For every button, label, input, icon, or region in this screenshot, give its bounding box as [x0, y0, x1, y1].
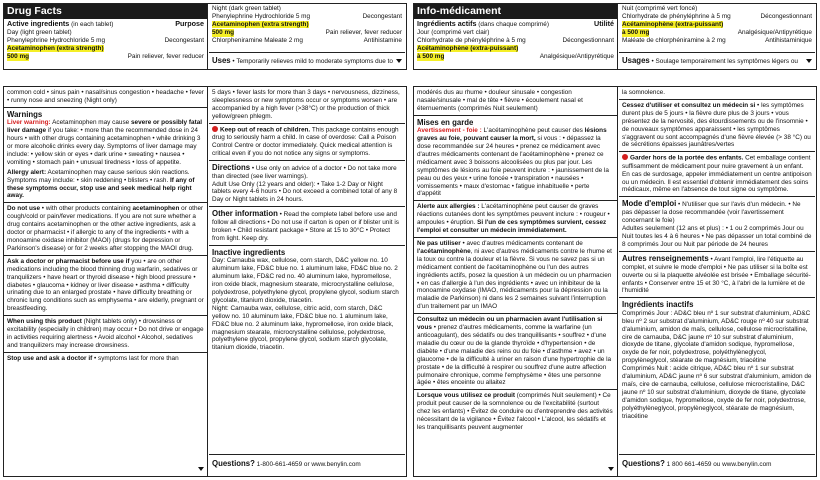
fr-night-acetaminophen: Acétaminophène (extra-puissant)	[622, 20, 724, 28]
en-stop-use-continued: 5 days • fever lasts for more than 3 days • nervousness, dizziness, sleeplessness or new symptoms occur or symptoms worsen • are accompanied by a high fever (>38°C) or the production of thick yellow/green phlegm.	[212, 89, 400, 120]
en-night-phenylephrine-purpose: Decongestant	[362, 12, 402, 20]
en-stop-use-label: Stop use and ask a doctor if	[7, 354, 93, 362]
fr-night-chlorpheniramine-purpose: Antihistaminique	[765, 36, 812, 44]
en-night-label: Night (dark green tablet)	[212, 5, 281, 12]
en-when-using-label: When using this product	[7, 318, 82, 326]
stop-sign-icon	[622, 154, 628, 160]
fr-do-not-use-label: Ne pas utiliser	[417, 240, 461, 247]
fr-bottom-right-column	[619, 87, 815, 475]
en-purpose-heading: Purpose	[175, 19, 204, 28]
en-inactive-day: Day: Carnauba wax, cellulose, corn starch, D&C yellow no. 10 aluminum lake, FD&C blue no. 1 aluminum lake, FD&C blue no. 2 aluminum lake, FD&C red no. 40 aluminum lake, hypromellose, iron oxide black, magnesium stearate, microcrystalline cellulose, polydextrose, polyethylene glycol, propylene glycol, sodium starch glycolate, titanium dioxide, triacetin.	[212, 257, 399, 304]
fr-allergy-alert-text: L'acétaminophène peut causer de graves réactions cutanées dont les symptômes peuvent inclure : • rougeur • ampoules • éruption.	[417, 203, 610, 227]
fr-ask-doctor-text: • prenez d'autres médicaments, comme la warfarine (un anticoagulant), des sédatifs ou des tranquillisants • souffrez • d'une maladie du cœur ou de la glande thyroïde • d'hypertension • de diabète • d'une maladie des reins ou du foie • d'asthme • avez • un glaucome • de la difficulté à uriner en raison d'une hypertrophie de la prostate • de la difficulté à respirer ou souffrez d'une autre affection pulmonaire chronique, comme l'emphysème • êtes une personne âgée • êtes enceinte ou allaitez	[417, 324, 612, 387]
fr-uses-text: • Soulage temporairement les symptômes légers ou	[651, 58, 798, 65]
en-inactive-night: Night: Carnauba wax, cellulose, citric acid, corn starch, D&C yellow no. 10 aluminum lake, FD&C blue no. 1 aluminum lake, FD&C blue no. 2 aluminum lake, hypromellose, iron oxide black, magnesium stearate, microcrystalline cellulose, polydextrose, polyethylene glycol, propylene glycol, sodium starch glycolate, titanium dioxide, triacetin.	[212, 304, 394, 352]
fr-when-using-label: Lorsque vous utilisez ce produit	[417, 392, 516, 400]
fr-do-not-use-rest: , ni avec d'autres médicaments contre le rhume et la toux ou contre la douleur et la fièvre. Si vous ne savez pas si un médicament contient de l'acétaminophène ou l'un des autres ingrédients actifs, posez la question à un médecin ou un pharmacien • en cas d'allergie à l'un des ingrédients • avec un inhibiteur de la monoamine oxydase (IMAO, médicaments pour la dépression ou la maladie de Parkinson) ni dans les 2 semaines suivant l'interruption d'un traitement par un IMAO	[417, 247, 612, 311]
en-liver-warning-text: Acetaminophen may cause	[50, 119, 131, 127]
en-keep-out-text: This package contains enough drug to seriously harm a child. In case of overdose: Call a Poison Control Centre or doctor immediately. Quick medical attention is critical even if you do not notice any signs or symptoms.	[212, 126, 399, 157]
fr-day-acetaminophen: Acétaminophène (extra-puissant)	[417, 44, 519, 52]
fr-uses-heading: Usages	[622, 56, 650, 65]
fr-questions-contact: 1 800 661-4659 ou www.benylin.com	[664, 461, 772, 469]
en-questions-label: Questions?	[212, 459, 255, 469]
en-night-acetaminophen-purpose: Pain reliever, fever reducer	[325, 28, 402, 36]
fr-day-phenylephrine-purpose: Décongestionnant	[562, 36, 614, 44]
fr-uses-continued: modérés dus au rhume • douleur sinusale • congestion nasale/sinusale • mal de tête • fièvre • écoulement nasal et éternuements (comprimés Nuit seulement)	[417, 89, 583, 112]
fr-drug-facts-top-panel	[413, 3, 817, 70]
fr-drug-facts-bottom-panel	[413, 86, 817, 477]
en-keep-out-label: Keep out of reach of children.	[220, 126, 311, 134]
en-night-acetaminophen-dose: 500 mg	[212, 28, 235, 36]
en-directions-heading: Directions	[212, 162, 251, 172]
fr-bottom-left-column	[414, 87, 617, 475]
fr-top-right-column	[619, 4, 815, 68]
en-night-phenylephrine: Phenylephrine Hydrochloride 5 mg	[212, 12, 311, 20]
en-drug-facts-bottom-panel	[3, 86, 407, 477]
fr-directions-heading: Mode d'emploi	[622, 199, 677, 209]
continue-arrow-icon	[396, 59, 402, 63]
stop-sign-icon	[212, 126, 218, 132]
en-do-not-use-label: Do not use	[7, 205, 41, 213]
en-other-info-text: • Read the complete label before use and follow all directions • Do not use if carton is open or if blister unit is broken • Child resistant package • Store at 15 to 30°C • Protect from light. Keep dry.	[212, 211, 399, 242]
en-bottom-right-column	[209, 87, 405, 475]
fr-liver-warning-rest: si vous : • dépassez la dose recommandée sur 24 heures • prenez ce médicament avec d'autres médicaments contenant de l'acétaminophène • prenez ce médicament avec 3 boissons alcoolisées ou plus par jour. Les symptômes de lésions au foie peuvent inclure : • jaunissement de la peau ou des yeux • urine foncée • transpiration • nausées • vomissements • maux d'estomac • fatigue inhabituelle • perte d'appétit	[417, 135, 609, 198]
fr-active-ingredients-note: (dans chaque comprimé)	[478, 21, 549, 28]
en-drug-facts-title: Drug Facts	[4, 4, 207, 19]
en-night-chlorpheniramine: Chlorpheniramine Maleate 2 mg	[212, 36, 303, 44]
en-uses-heading: Uses	[212, 56, 231, 65]
fr-top-left-column	[414, 4, 617, 68]
continue-arrow-icon	[608, 467, 614, 471]
fr-day-acetaminophen-dose: à 500 mg	[417, 52, 445, 60]
en-active-ingredients-note: (in each tablet)	[71, 21, 114, 28]
continue-arrow-icon	[198, 467, 204, 471]
fr-when-using-text: (comprimés Nuit seulement) • Ce produit peut causer de la somnolence ou de l'excitabilité (surtout chez les enfants) • Évitez de conduire ou d'entreprendre des activités nécessitant de la vigilance • Évitez l'alcool • L'alcool, les sédatifs et les tranquillisants peuvent augmenter	[417, 392, 613, 431]
en-drug-facts-top-panel	[3, 3, 407, 70]
en-ask-doctor-label: Ask a doctor or pharmacist before use if	[7, 257, 130, 265]
fr-ask-doctor-label: Consultez un médecin ou un pharmacien avant l'utilisation si vous	[417, 316, 603, 332]
en-uses-continued: common cold • sinus pain • nasal/sinus congestion • headache • fever • runny nose and sneezing (Night only)	[7, 89, 204, 104]
en-allergy-alert-bold: If any of these symptoms occur, stop use and seek medical help right away.	[7, 176, 195, 200]
fr-night-acetaminophen-dose: à 500 mg	[622, 28, 650, 36]
fr-active-ingredients-heading: Ingrédients actifs	[417, 19, 477, 28]
en-do-not-use-text: • with other products containing	[40, 205, 133, 213]
fr-inactive-day: Comprimés Jour : AD&C bleu nº 1 sur substrat d'aluminium, AD&C bleu nº 2 sur substrat d'aluminium, AD&C rouge nº 40 sur substrat d'aluminium, amidon de maïs, cellulose, cellulose microcristalline, cire de carnauba, D&C jaune nº 10 sur substrat d'aluminium, dioxyde de titane, glycolate d'amidon sodique, hypromellose, oxyde de fer noir, polydextrose, polyéthylèneglycol, propylèneglycol, stéarate de magnésium, triacétine	[622, 309, 811, 365]
fr-drug-facts-title: Info-médicament	[414, 4, 617, 19]
en-when-using-text: (Night tablets only) • drowsiness or excitability (especially in children) may occur • Do not drive or engage in activities requiring alertness • Avoid alcohol • Alcohol, sedatives and tranquilizers may increase drowsiness.	[7, 318, 204, 349]
en-do-not-use-rest: or other cough/cold or pain/fever medications. If you are not sure whether a drug contains acetaminophen or the other active ingredients, ask a doctor or pharmacist • if allergic to any of the ingredients • with a monoamine oxidase inhibitor (MAOI) (drugs for depression or Parkinson's disease) or for 2 weeks after stopping the MAOI drug.	[7, 205, 204, 252]
fr-night-phenylephrine: Chlorhydrate de phényléphrine à 5 mg	[622, 12, 731, 20]
fr-allergy-alert-label: Alerte aux allergies :	[417, 203, 480, 211]
en-directions-text: • Use only on advice of a doctor • Do not take more than directed (see liver warnings).	[212, 164, 397, 180]
fr-purpose-heading: Utilité	[594, 19, 614, 28]
fr-other-info-heading: Autres renseignements	[622, 253, 709, 263]
fr-night-label: Nuit (comprimé vert foncé)	[622, 5, 698, 12]
en-allergy-alert-text: Acetaminophen may cause serious skin reactions. Symptoms may include: • skin reddening • blisters • rash.	[7, 168, 190, 184]
fr-do-not-use-bold: l'acétaminophène	[417, 247, 471, 255]
fr-warnings-heading: Mises en garde	[417, 117, 474, 127]
en-active-ingredients-heading: Active ingredients	[7, 19, 70, 28]
fr-allergy-alert-bold: Si l'un de ces symptômes survient, cessez l'emploi et consulter un médecin immédiatement.	[417, 219, 607, 235]
en-bottom-left-column	[4, 87, 207, 475]
fr-night-acetaminophen-purpose: Analgésique/Antipyrétique	[737, 28, 812, 36]
en-directions-adult: Adult Use Only (12 years and older): • Take 1-2 Day or Night tablets every 4-6 hours • Do not exceed a combined total of any 8 Day or Night tablets in 24 hours.	[212, 180, 398, 204]
en-liver-warning-bold: severe or possibly fatal liver damage	[7, 119, 203, 135]
fr-keep-out-text: Cet emballage contient suffisamment de médicament pour nuire gravement à un enfant. En cas de surdosage, appeler immédiatement un centre antipoison ou un médecin. Il est essentiel d'obtenir immédiatement des soins médicaux, même en l'absence de tout signe ou symptôme.	[622, 154, 812, 194]
fr-directions-adult: Adultes seulement (12 ans et plus) : • 1 ou 2 comprimés Jour ou Nuit toutes les 4 à 6 heures • Ne pas dépasser un total combiné de 8 comprimés Jour ou Nuit par période de 24 heures	[622, 225, 812, 248]
fr-inactive-night: Comprimés Nuit : acide citrique, AD&C bleu nº 1 sur substrat d'aluminium, AD&C jaune nº 6 sur substrat d'aluminium, amidon de maïs, cire de carnauba, cellulose, cellulose microcristalline, D&C jaune nº 10 sur substrat d'aluminium, dioxyde de titane, glycolate d'amidon sodique, hypromellose, oxyde de fer noir, polydextrose, polyéthylèneglycol, propylèneglycol, stéarate de magnésium, triacétine	[622, 365, 812, 420]
fr-night-chlorpheniramine: Maléate de chlorphéniramine à 2 mg	[622, 36, 726, 44]
fr-when-using-continued: la somnolence.	[622, 89, 665, 96]
fr-day-phenylephrine: Chlorhydrate de phényléphrine à 5 mg	[417, 36, 526, 44]
fr-night-phenylephrine-purpose: Décongestionnant	[760, 12, 812, 20]
fr-day-label: Jour (comprimé vert clair)	[417, 28, 490, 36]
en-day-acetaminophen-dose: 500 mg	[7, 52, 30, 60]
en-day-phenylephrine-purpose: Decongestant	[164, 36, 204, 44]
fr-other-info-text: • Avant l'emploi, lire l'étiquette au complet, et suivre le mode d'emploi • Ne pas utiliser si la boîte est ouverte ou si la plaquette alvéolée est brisée • Emballage sécurité-enfants • Conserver entre 15 et 30 °C, à l'abri de la lumière et de l'humidité	[622, 255, 811, 295]
en-night-acetaminophen: Acetaminophen (extra strength)	[212, 20, 309, 28]
en-liver-warning-label: Liver warning:	[7, 119, 51, 127]
en-liver-warning-rest: if you take: • more than the recommended dose in 24 hours • with other drugs containing acetaminophen • while drinking 3 or more alcoholic drinks every day. Symptoms of liver damage may include: • yellow skin or eyes • dark urine • sweating • nausea • vomiting • stomach pain • unusual tiredness • loss of appetite.	[7, 127, 201, 166]
continue-arrow-icon	[806, 59, 812, 63]
en-day-acetaminophen: Acetaminophen (extra strength)	[7, 44, 104, 52]
fr-liver-warning-bold: lésions graves au foie, pouvant causer la mort,	[417, 127, 607, 143]
en-day-phenylephrine: Phenylephrine Hydrochloride 5 mg	[7, 36, 106, 44]
en-night-chlorpheniramine-purpose: Antihistamine	[363, 36, 402, 44]
en-other-info-heading: Other information	[212, 209, 278, 219]
fr-questions-label: Questions?	[622, 459, 665, 469]
en-questions-contact: 1-800-661-4659 or www.benylin.com	[254, 461, 361, 469]
fr-directions-text: • N'utiliser que sur l'avis d'un médecin. • Ne pas dépasser la dose recommandée (voir l'avertissement concernant le foie)	[622, 201, 801, 225]
fr-liver-warning-text: L'acétaminophène peut causer des	[481, 127, 585, 135]
en-warnings-heading: Warnings	[7, 109, 43, 119]
en-day-label: Day (light green tablet)	[7, 28, 72, 36]
en-do-not-use-bold: acetaminophen	[132, 205, 180, 213]
en-inactive-heading: Inactive ingredients	[212, 247, 286, 257]
fr-inactive-heading: Ingrédients inactifs	[622, 300, 694, 310]
en-top-left-column	[4, 4, 207, 68]
fr-stop-use-text: • les symptômes durent plus de 5 jours • la fièvre dure plus de 3 jours • vous présentez de la nervosité, des étourdissements ou de l'insomnie • de nouveaux symptômes apparaissent • les symptômes s'aggravent ou sont accompagnés d'une fièvre élevée (> 38 °C) ou de sécrétions épaisses jaunâtres/vertes	[622, 101, 811, 149]
en-uses-text: • Temporarily relieves mild to moderate symptoms due to	[232, 58, 393, 65]
en-top-right-column	[209, 4, 405, 68]
en-allergy-alert-label: Allergy alert:	[7, 168, 47, 176]
fr-stop-use-label: Cessez d'utiliser et consultez un médecin si	[622, 101, 756, 109]
en-ask-doctor-text: you • are on other medications including the blood thinning drug warfarin, sedatives or tranquilizers • have heart or thyroid disease • high blood pressure • diabetes • glaucoma • kidney or liver disease • asthma • difficulty urinating due to an enlarged prostate • have difficulty breathing or chronic lung conditions such as emphysema • are elderly, pregnant or breastfeeding.	[7, 257, 204, 313]
fr-keep-out-label: Garder hors de la portée des enfants.	[630, 154, 744, 162]
en-stop-use-text: • symptoms last for more than	[92, 354, 179, 362]
fr-day-acetaminophen-purpose: Analgésique/Antipyrétique	[539, 52, 614, 60]
fr-liver-warning-label: Avertissement - foie :	[417, 127, 482, 135]
fr-do-not-use-text: • avec d'autres médicaments contenant de	[460, 240, 583, 247]
en-day-acetaminophen-purpose: Pain reliever, fever reducer	[127, 52, 204, 60]
